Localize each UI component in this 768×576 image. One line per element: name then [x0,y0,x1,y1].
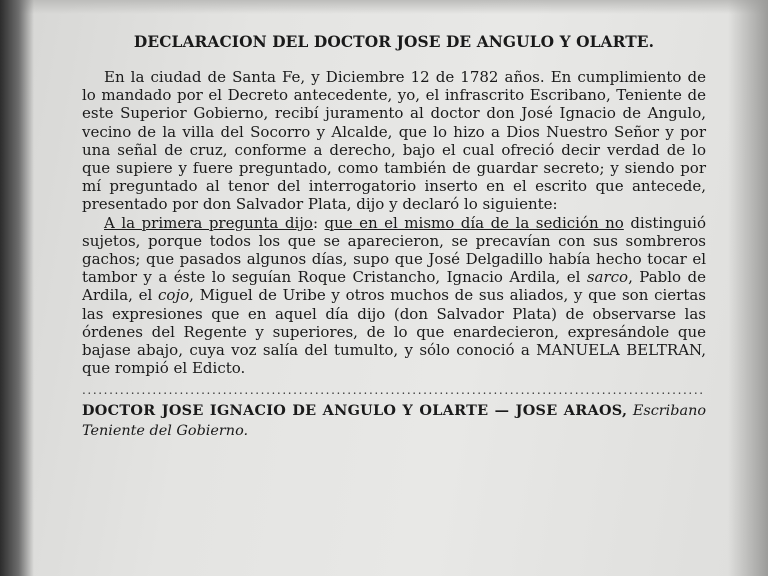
paragraph-2-part-3: , Miguel de Uribe y otros muchos de sus aliados, y que son ciertas las expresiones que en aquel día dijo (don Salvador Plata) de observarse las órdenes del Regente y superiores, de lo que enardecieron, expresándole que bajase abajo, cuya voz salía del tumulto, y sólo conoció a MANUELA BELTRAN, que rompió el Edicto. [82,286,706,378]
page-left-shadow [0,0,34,576]
paragraph-1: En la ciudad de Santa Fe, y Diciembre 12 de 1782 años. En cumplimiento de lo mandado por el Decreto antecedente, yo, el infrascrito Escribano, Teniente de este Superior Gobierno, recibí juramento al doctor don José Ignacio de Angulo, vecino de la villa del Socorro y Alcalde, que lo hizo a Dios Nuestro Señor y por una señal de cruz, conforme a derecho, bajo el cual ofreció decir verdad de lo que supiere y fuere preguntado, como también de guardar secreto; y siendo por mí preguntado al tenor del interrogatorio inserto en el escrito que antecede, presentado por don Salvador Plata, dijo y declaró lo siguiente: [82,68,706,214]
paragraph-2-underlined: que en el mismo día de la sedición no [324,213,624,232]
page-right-shadow [728,0,768,576]
signature-block [82,401,706,441]
paragraph-2-sarco: sarco [586,268,629,287]
document-title: DECLARACION DEL DOCTOR JOSE DE ANGULO Y OLARTE. [133,33,655,51]
paragraph-2-opening: A la primera pregunta dijo [104,213,313,232]
paragraph-2-part-2: , Pablo de Ardila, el [82,268,707,305]
signature-role: Escribano Teniente del Gobierno. [82,403,706,440]
declaration-text [82,68,706,377]
page-top-shadow [0,0,768,14]
document-body [82,30,706,441]
paragraph-2-cojo: cojo [158,286,190,305]
paragraph-2: A la primera pregunta dijo: que en el mismo día de la sedición no distinguió sujetos, porque todos los que se aparecieron, se precavían con sus sombreros gachos; que pasados algunos días, supo que José Delgadillo había hecho tocar el tambor y a éste lo seguían Roque Cristancho, Ignacio Ardila, el sarco, Pablo de Ardila, el cojo, Miguel de Uribe y otros muchos de sus aliados, y que son ciertas las expresiones que en aquel día dijo (don Salvador Plata) de observarse las órdenes del Regente y superiores, de lo que enardecieron, expresándole que bajase abajo, cuya voz salía del tumulto, y sólo conoció a MANUELA BELTRAN, que rompió el Edicto. [82,213,707,378]
paragraph-2-part-1: distinguió sujetos, porque todos los que se aparecieron, se precavían con sus sombreros gachos; que pasados algunos días, supo que José Delgadillo había hecho tocar el tambor y a éste lo seguían Roque Cristancho, Ignacio Ardila, el [82,213,706,287]
dotted-separator: ................................................................................................................... [82,383,705,398]
signature-names: DOCTOR JOSE IGNACIO DE ANGULO Y OLARTE — JOSE ARAOS, [82,402,628,420]
